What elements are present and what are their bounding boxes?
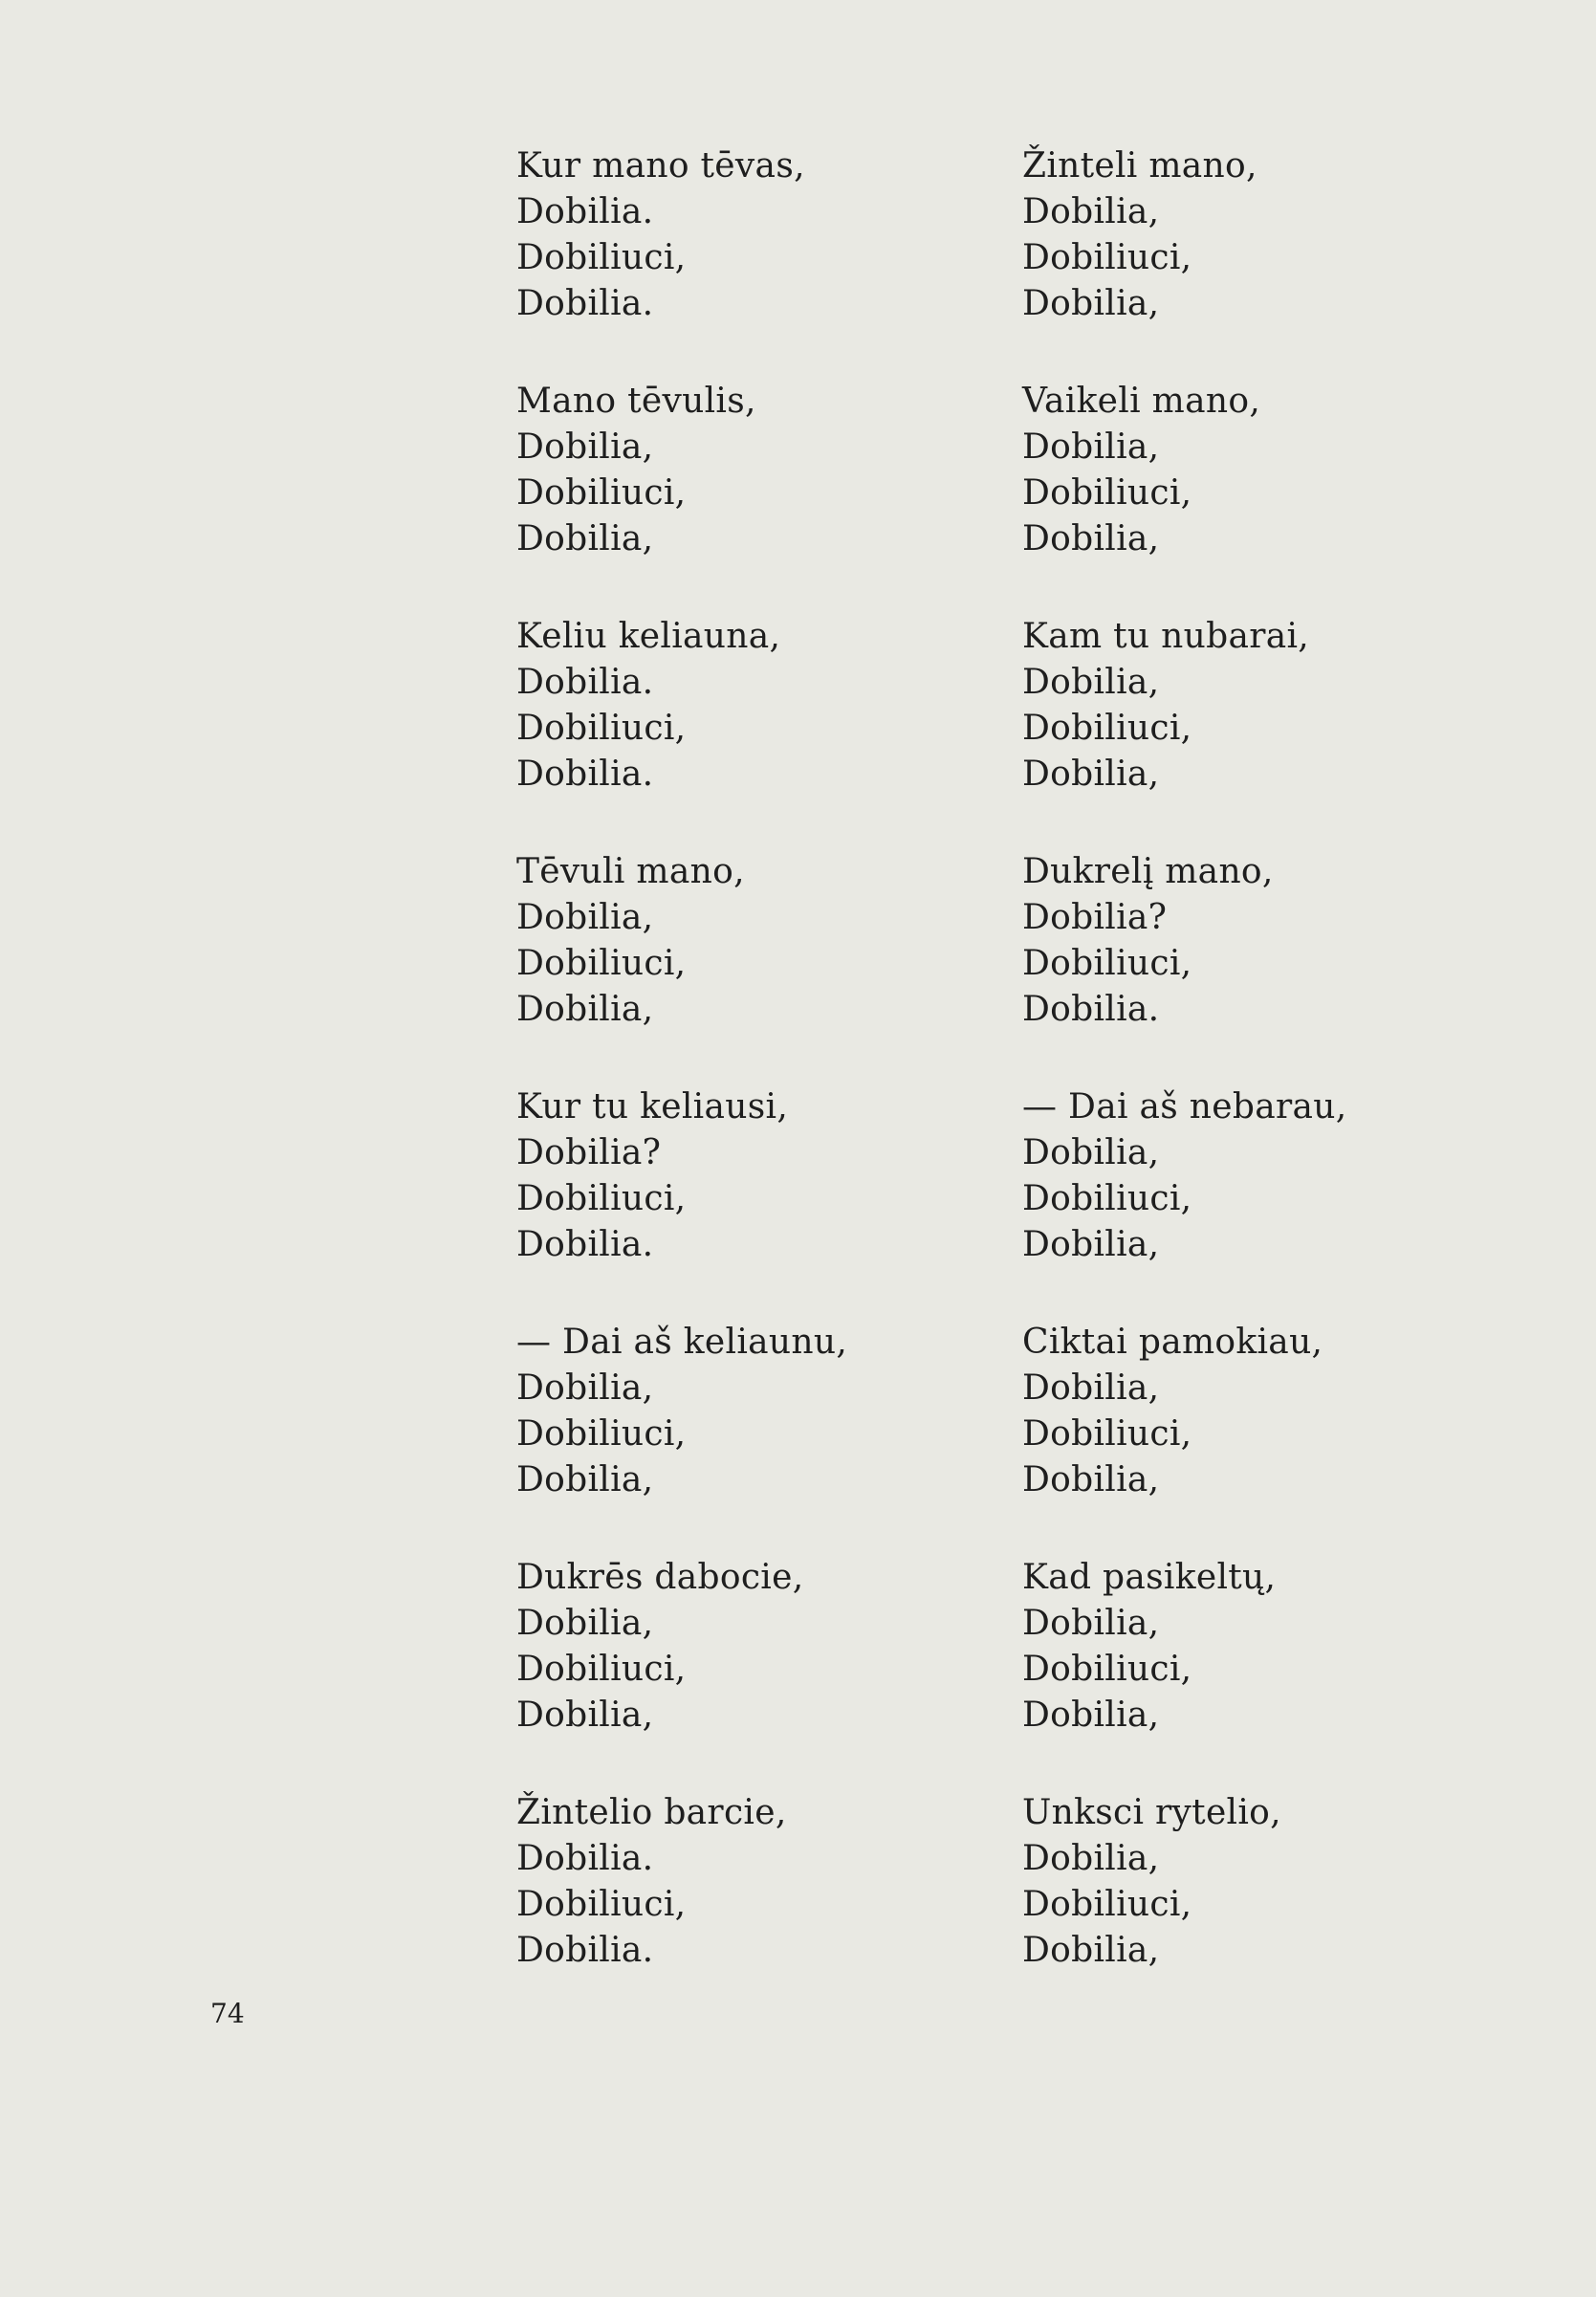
stanza: [1022, 1555, 1500, 1742]
verse-line: Kad pasikeltų,: [1022, 1558, 1277, 1597]
stanza: [516, 143, 995, 331]
verse-line: Dobilia,: [1022, 1839, 1160, 1878]
verse-line: Unksci rytelio,: [1022, 1793, 1281, 1832]
stanza: [1022, 849, 1500, 1037]
verse-line: Dukrēs dabocie,: [516, 1558, 804, 1597]
verse-line: Dobilia,: [1022, 1460, 1160, 1499]
verse-line: Dobilia.: [516, 1225, 654, 1264]
stanza: [516, 849, 995, 1037]
verse-line: Dobilia,: [1022, 1931, 1160, 1970]
verse-line: Kam tu nubarai,: [1022, 617, 1310, 656]
stanza: [1022, 614, 1500, 801]
verse-line: Dobiliuci,: [1022, 709, 1192, 748]
verse-line: Dobilia,: [1022, 1368, 1160, 1408]
stanza: [1022, 1084, 1500, 1272]
verse-line: Dobilia.: [516, 1931, 654, 1970]
verse-line: Dobilia,: [1022, 755, 1160, 794]
verse-line: Dobiliuci,: [516, 1885, 687, 1924]
stanza: [516, 1790, 995, 1978]
verse-line: Dobilia,: [1022, 192, 1160, 231]
verse-line: Mano tēvulis,: [516, 382, 756, 421]
verse-line: Dobilia?: [1022, 898, 1168, 937]
verse-line: Dobilia,: [516, 990, 654, 1029]
verse-line: Dobilia,: [1022, 1604, 1160, 1643]
verse-line: Dobilia,: [1022, 284, 1160, 323]
verse-line: Dobilia,: [516, 1368, 654, 1408]
verse-line: Dobilia,: [516, 519, 654, 558]
verse-line: Dobiliuci,: [1022, 1414, 1192, 1454]
verse-line: Dobilia,: [516, 898, 654, 937]
verse-line: Kur tu keliausi,: [516, 1087, 789, 1127]
verse-line: Dobiliuci,: [1022, 1885, 1192, 1924]
verse-line: Dobilia.: [516, 1839, 654, 1878]
verse-line: Tēvuli mano,: [516, 852, 745, 891]
verse-line: — Dai aš nebarau,: [1022, 1087, 1347, 1127]
stanza: [1022, 143, 1500, 331]
verse-line: Vaikeli mano,: [1022, 382, 1261, 421]
stanza: [516, 1320, 995, 1507]
stanza: [516, 379, 995, 566]
verse-line: Dukrelį mano,: [1022, 852, 1274, 891]
verse-line: Dobiliuci,: [516, 473, 687, 513]
verse-line: Dobilia,: [1022, 427, 1160, 467]
left-column: [516, 143, 995, 2025]
verse-line: Dobilia?: [516, 1133, 662, 1172]
verse-line: Keliu keliauna,: [516, 617, 781, 656]
verse-line: Dobiliuci,: [516, 238, 687, 277]
verse-line: Dobilia,: [516, 1604, 654, 1643]
verse-line: Dobilia.: [516, 755, 654, 794]
stanza: [516, 614, 995, 801]
verse-line: Dobiliuci,: [1022, 1650, 1192, 1689]
stanza: [516, 1555, 995, 1742]
right-column: [1022, 143, 1500, 2025]
verse-line: Dobilia.: [516, 192, 654, 231]
verse-line: Dobilia,: [516, 427, 654, 467]
verse-line: Dobiliuci,: [516, 1414, 687, 1454]
verse-line: Dobilia,: [1022, 1695, 1160, 1735]
verse-line: Dobiliuci,: [1022, 1179, 1192, 1218]
verse-line: Dobilia,: [516, 1695, 654, 1735]
verse-line: Dobiliuci,: [516, 1650, 687, 1689]
verse-line: Žintelio barcie,: [516, 1793, 787, 1832]
verse-line: Dobiliuci,: [516, 709, 687, 748]
verse-line: Žinteli mano,: [1022, 146, 1257, 186]
stanza: [1022, 1790, 1500, 1978]
stanza: [516, 1084, 995, 1272]
verse-line: Ciktai pamokiau,: [1022, 1323, 1323, 1362]
verse-line: Kur mano tēvas,: [516, 146, 805, 186]
stanza: [1022, 1320, 1500, 1507]
verse-line: Dobilia.: [516, 284, 654, 323]
verse-line: Dobilia,: [1022, 1133, 1160, 1172]
verse-line: Dobilia,: [1022, 663, 1160, 702]
verse-line: Dobilia,: [516, 1460, 654, 1499]
page-number: 74: [210, 1998, 245, 2029]
verse-line: Dobiliuci,: [516, 1179, 687, 1218]
stanza: [1022, 379, 1500, 566]
verse-line: Dobilia.: [516, 663, 654, 702]
verse-line: Dobiliuci,: [1022, 473, 1192, 513]
verse-line: — Dai aš keliaunu,: [516, 1323, 848, 1362]
verse-line: Dobiliuci,: [1022, 238, 1192, 277]
verse-line: Dobiliuci,: [516, 944, 687, 983]
verse-line: Dobilia,: [1022, 1225, 1160, 1264]
verse-line: Dobilia.: [1022, 990, 1160, 1029]
verse-line: Dobiliuci,: [1022, 944, 1192, 983]
verse-line: Dobilia,: [1022, 519, 1160, 558]
